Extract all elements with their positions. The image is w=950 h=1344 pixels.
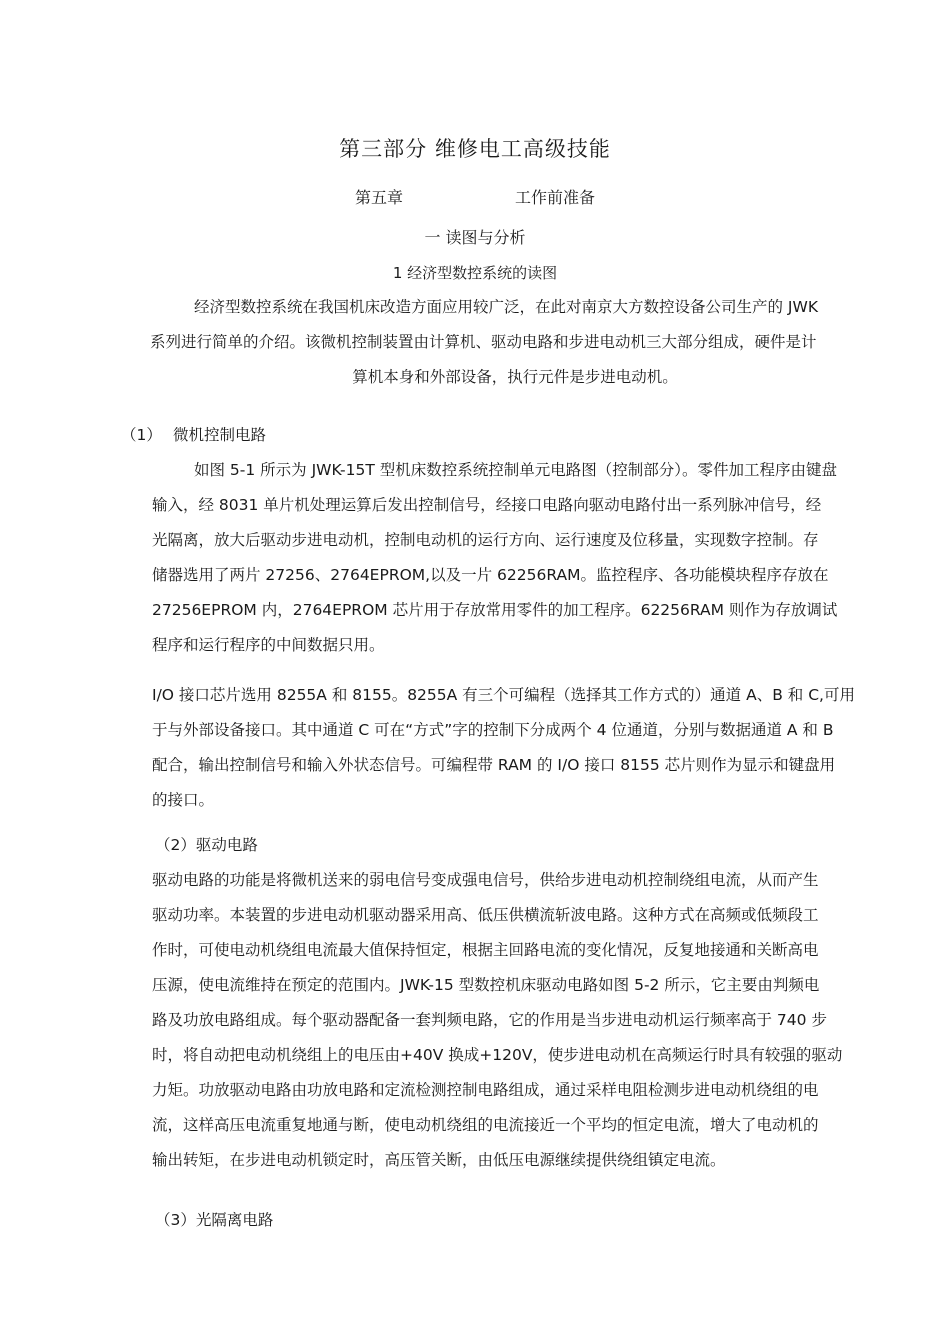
heading-number: （1） xyxy=(121,426,162,444)
paragraph-line: 于与外部设备接口。其中通道 C 可在“方式”字的控制下分成两个 4 位通道，分别与数据通道 A 和 B xyxy=(152,721,834,739)
io-interface-paragraph xyxy=(152,678,880,818)
paragraph-line: 路及功放电路组成。每个驱动器配备一套判频电路，它的作用是当步进电动机运行频率高于 740 步 xyxy=(152,1011,827,1029)
paragraph-line: 算机本身和外部设备，执行元件是步进电动机。 xyxy=(352,368,678,386)
paragraph-line: 驱动功率。本装置的步进电动机驱动器采用高、低压供横流斩波电路。这种方式在高频或低频段工 xyxy=(152,906,819,924)
intro-paragraph xyxy=(150,290,880,395)
paragraph-line: 时，将自动把电动机绕组上的电压由+40V 换成+120V，使步进电动机在高频运行时具有较强的驱动 xyxy=(152,1046,843,1064)
paragraph-line: 力矩。功放驱动电路由功放电路和定流检测控制电路组成，通过采样电阻检测步进电动机绕组的电 xyxy=(152,1081,819,1099)
paragraph-line: 输出转矩，在步进电动机锁定时，高压管关断，由低压电源继续提供绕组镇定电流。 xyxy=(152,1151,726,1169)
section-heading: 一 读图与分析 xyxy=(424,228,526,247)
paragraph-line: 系列进行简单的介绍。该微机控制装置由计算机、驱动电路和步进电动机三大部分组成，硬件是计 xyxy=(150,333,817,351)
drive-circuit-paragraph xyxy=(152,863,880,1178)
heading-microcontroller-circuit xyxy=(121,423,266,445)
heading-drive-circuit: （2）驱动电路 xyxy=(155,836,258,854)
page-title: 第三部分 维修电工高级技能 xyxy=(339,137,611,161)
chapter-title: 工作前准备 xyxy=(515,188,596,207)
paragraph-line: 输入，经 8031 单片机处理运算后发出控制信号，经接口电路向驱动电路付出一系列脉冲信号，经 xyxy=(152,496,822,514)
paragraph-line: 27256EPROM 内，2764EPROM 芯片用于存放常用零件的加工程序。62256RAM 则作为存放调试 xyxy=(152,601,838,619)
paragraph-line: 驱动电路的功能是将微机送来的弱电信号变成强电信号，供给步进电动机控制绕组电流，从而产生 xyxy=(152,871,819,889)
chapter-heading xyxy=(0,185,950,208)
paragraph-line: 如图 5-1 所示为 JWK-15T 型机床数控系统控制单元电路图（控制部分）。零件加工程序由键盘 xyxy=(194,461,837,479)
heading-text: 微机控制电路 xyxy=(173,426,267,444)
paragraph-line: 光隔离，放大后驱动步进电动机，控制电动机的运行方向、运行速度及位移量，实现数字控制。存 xyxy=(152,531,819,549)
paragraph-line: 程序和运行程序的中间数据只用。 xyxy=(152,636,385,654)
paragraph-line: 的接口。 xyxy=(152,791,215,809)
paragraph-line: 经济型数控系统在我国机床改造方面应用较广泛，在此对南京大方数控设备公司生产的 JWK xyxy=(194,298,818,316)
microcontroller-paragraph xyxy=(152,453,880,663)
paragraph-line: 流，这样高压电流重复地通与断，使电动机绕组的电流接近一个平均的恒定电流，增大了电动机的 xyxy=(152,1116,819,1134)
heading-optical-isolation-circuit: （3）光隔离电路 xyxy=(155,1211,274,1229)
subsection-heading: 1 经济型数控系统的读图 xyxy=(392,264,558,282)
paragraph-line: 压源，使电流维持在预定的范围内。JWK-15 型数控机床驱动电路如图 5-2 所示，它主要由判频电 xyxy=(152,976,820,994)
paragraph-line: I/O 接口芯片选用 8255A 和 8155。8255A 有三个可编程（选择其工作方式的）通道 A、B 和 C,可用 xyxy=(152,686,855,704)
chapter-number: 第五章 xyxy=(354,188,403,207)
paragraph-line: 储器选用了两片 27256、2764EPROM,以及一片 62256RAM。监控程序、各功能模块程序存放在 xyxy=(152,566,829,584)
paragraph-line: 作时，可使电动机绕组电流最大值保持恒定，根据主回路电流的变化情况，反复地接通和关断高电 xyxy=(152,941,819,959)
paragraph-line: 配合，输出控制信号和输入外状态信号。可编程带 RAM 的 I/O 接口 8155 芯片则作为显示和键盘用 xyxy=(152,756,836,774)
